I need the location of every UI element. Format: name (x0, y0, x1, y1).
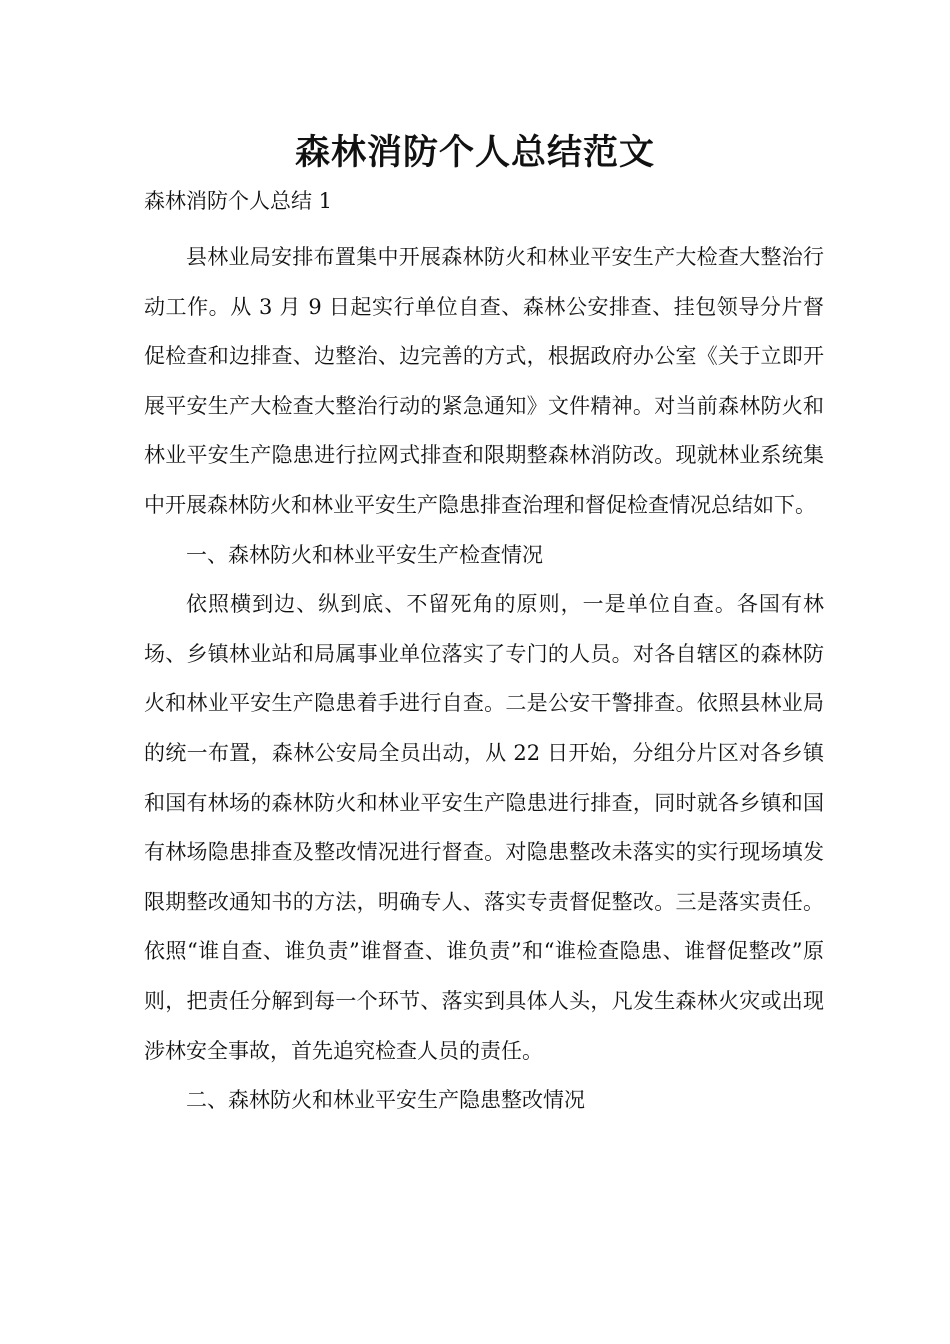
document-body (144, 233, 824, 1126)
document-title: 森林消防个人总结范文 (294, 133, 655, 173)
document-subtitle: 森林消防个人总结 1 (144, 189, 333, 213)
section-heading-2: 二、森林防火和林业平安生产隐患整改情况 (186, 1088, 585, 1113)
paragraph-intro: 县林业局安排布置集中开展森林防火和林业平安生产大检查大整治行动工作。从 3 月 9 日起实行单位自查、森林公安排查、挂包领导分片督促检查和边排查、边整治、边完善的方式，根据政府办公室《关于立即开展平安生产大检查大整治行动的紧急通知》文件精神。对当前森林防火和林业平安生产隐患进行拉网式排查和限期整森林消防改。现就林业系统集中开展森林防火和林业平安生产隐患排查治理和督促检查情况总结如下。 (144, 245, 824, 517)
paragraph-inspection: 依照横到边、纵到底、不留死角的原则，一是单位自查。各国有林场、乡镇林业站和局属事业单位落实了专门的人员。对各自辖区的森林防火和林业平安生产隐患着手进行自查。二是公安干警排查。依照县林业局的统一布置，森林公安局全员出动，从 22 日开始，分组分片区对各乡镇和国有林场的森林防火和林业平安生产隐患进行排查，同时就各乡镇和国有林场隐患排查及整改情况进行督查。对隐患整改未落实的实行现场填发限期整改通知书的方法，明确专人、落实专责督促整改。三是落实责任。依照“谁自查、谁负责”谁督查、谁负责”和“谁检查隐患、谁督促整改”原则，把责任分解到每一个环节、落实到具体人头，凡发生森林火灾或出现涉林安全事故，首先追究检查人员的责任。 (144, 592, 824, 1063)
section-heading-1: 一、森林防火和林业平安生产检查情况 (186, 542, 543, 567)
